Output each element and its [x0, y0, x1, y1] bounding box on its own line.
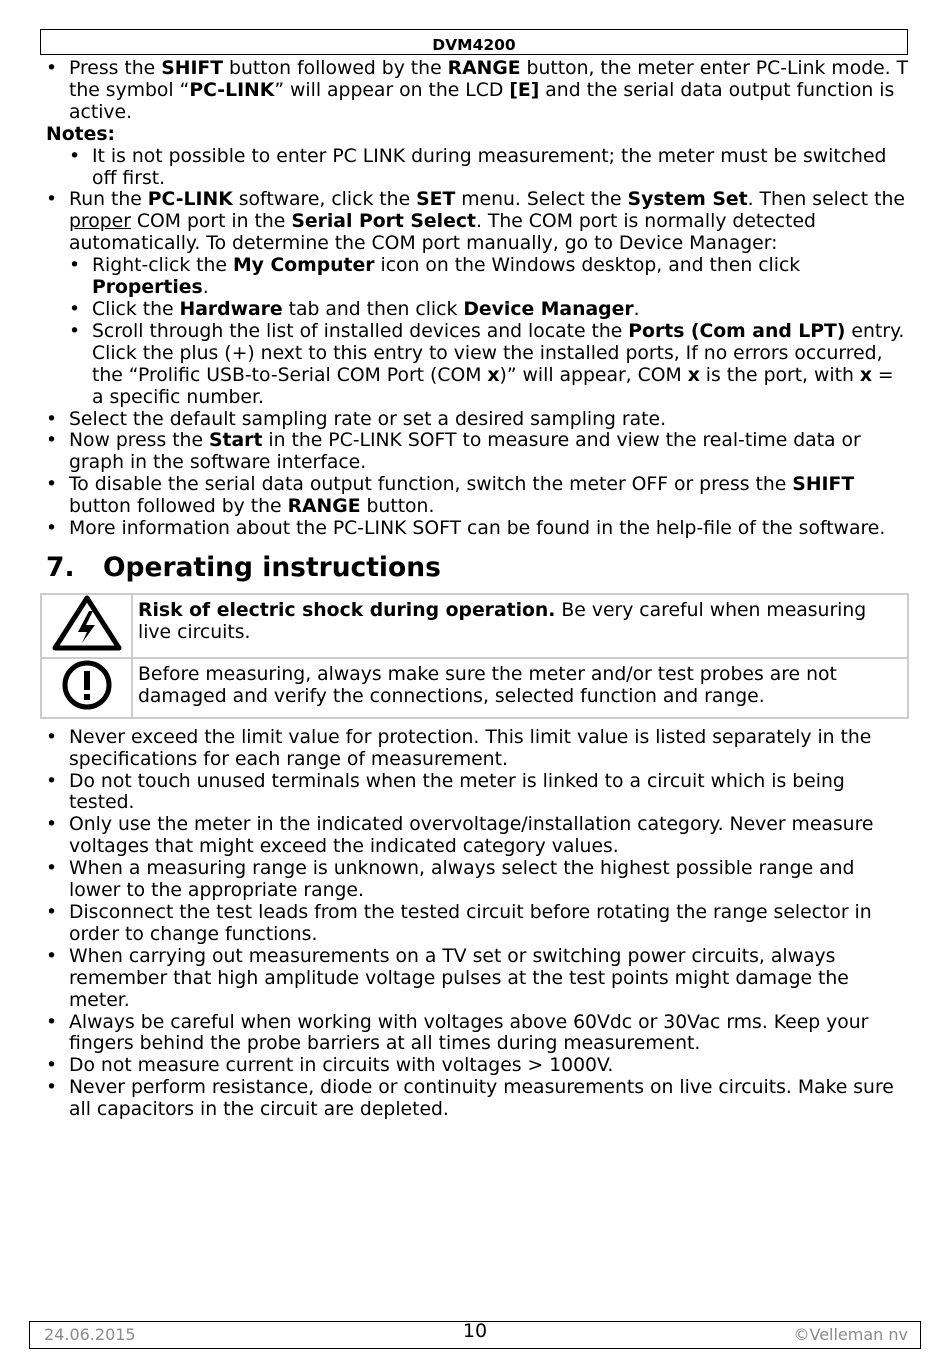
warning-row-shock: [41, 594, 908, 658]
warning-text-shock: Risk of electric shock during operation. Be very careful when measuring live circuits.: [132, 594, 908, 658]
list-item-instruction: • Only use the meter in the indicated overvoltage/installation category. Never measure voltages that might exceed the indicated category values.: [46, 814, 910, 858]
list-item-note: • It is not possible to enter PC LINK during measurement; the meter must be switched off first.: [69, 146, 910, 190]
list-item-more-info: • More information about the PC-LINK SOFT can be found in the help-file of the software.: [46, 518, 910, 540]
list-item-sampling: • Select the default sampling rate or set a desired sampling rate.: [46, 409, 910, 431]
list-item-instruction: • Never perform resistance, diode or continuity measurements on live circuits. Make sure all capacitors in the circuit are depleted.: [46, 1077, 910, 1121]
list-item-disable: • To disable the serial data output function, switch the meter OFF or press the SHIFT button followed by the RANGE button.: [46, 474, 910, 518]
section-number: 7.: [46, 551, 75, 583]
list-item-hardware-tab: • Click the Hardware tab and then click Device Manager.: [69, 299, 910, 321]
header-title: DVM4200: [432, 36, 516, 54]
pc-link-list: [46, 58, 910, 124]
document-header: [40, 29, 908, 55]
list-item-scroll-ports: • Scroll through the list of installed devices and locate the Ports (Com and LPT) entry. Click the plus (+) next to this entry to view the installed ports, If no errors occurred, the “Prolific USB-to-Serial COM Port (COM x)” will appear, COM x is the port, with x = a specific number.: [69, 321, 910, 409]
list-item-pc-link-mode: • Press the SHIFT button followed by the RANGE button, the meter enter PC-Link mode. T the symbol “PC-LINK” will appear on the LCD [E] and the serial data output function is active.: [46, 58, 910, 124]
warning-text-caution: Before measuring, always make sure the meter and/or test probes are not damaged and verify the connections, selected function and range.: [132, 658, 908, 718]
list-item-start: • Now press the Start in the PC-LINK SOFT to measure and view the real-time data or graph in the software interface.: [46, 430, 910, 474]
list-item-instruction: • Always be careful when working with voltages above 60Vdc or 30Vac rms. Keep your fingers behind the probe barriers at all times during measurement.: [46, 1012, 910, 1056]
list-item-instruction: • Disconnect the test leads from the tested circuit before rotating the range selector in order to change functions.: [46, 902, 910, 946]
page-number: 10: [462, 1320, 488, 1342]
warning-row-caution: [41, 658, 908, 718]
list-item-instruction: • Do not touch unused terminals when the meter is linked to a circuit which is being tested.: [46, 771, 910, 815]
footer-date: 24.06.2015: [44, 1325, 136, 1344]
page-footer: [29, 1321, 921, 1349]
instructions-list: [46, 727, 910, 1121]
section-heading: [46, 552, 910, 584]
page-content: [46, 58, 910, 1121]
warning-table: [40, 593, 909, 719]
list-item-instruction: • Do not measure current in circuits with voltages > 1000V.: [46, 1055, 910, 1077]
exclamation-circle-icon: [41, 658, 132, 718]
high-voltage-warning-icon: [41, 594, 132, 658]
setup-list: [46, 189, 910, 540]
list-item-instruction: • Never exceed the limit value for protection. This limit value is listed separately in the specifications for each range of measurement.: [46, 727, 910, 771]
list-item-right-click: • Right-click the My Computer icon on the Windows desktop, and then click Properties.: [69, 255, 910, 299]
notes-list: [69, 146, 910, 190]
device-manager-steps: [69, 255, 910, 408]
list-item-run-software: • Run the PC-LINK software, click the SET menu. Select the System Set. Then select the proper COM port in the Serial Port Select. The COM port is normally detected automatically. To determine the COM port manually, go to Device Manager: • Right-click the My Computer icon on the Windows desktop, and then click Properties. • Click the Hardware tab and then click Device Manager. • Scroll through the list of installed devices and locate the Ports (Com and LPT) entry. Click the plus (+) next to this entry to view the installed ports, If no errors occurred, the “Prolific USB-to-Serial COM Port (COM x)” will appear, COM x is the port, with x = a specific number.: [46, 189, 910, 408]
footer-copyright: ©Velleman nv: [793, 1325, 908, 1344]
list-item-instruction: • When carrying out measurements on a TV set or switching power circuits, always remember that high amplitude voltage pulses at the test points might damage the meter.: [46, 946, 910, 1012]
list-item-instruction: • When a measuring range is unknown, always select the highest possible range and lower to the appropriate range.: [46, 858, 910, 902]
section-title: Operating instructions: [103, 551, 441, 583]
notes-label: Notes:: [46, 123, 116, 145]
